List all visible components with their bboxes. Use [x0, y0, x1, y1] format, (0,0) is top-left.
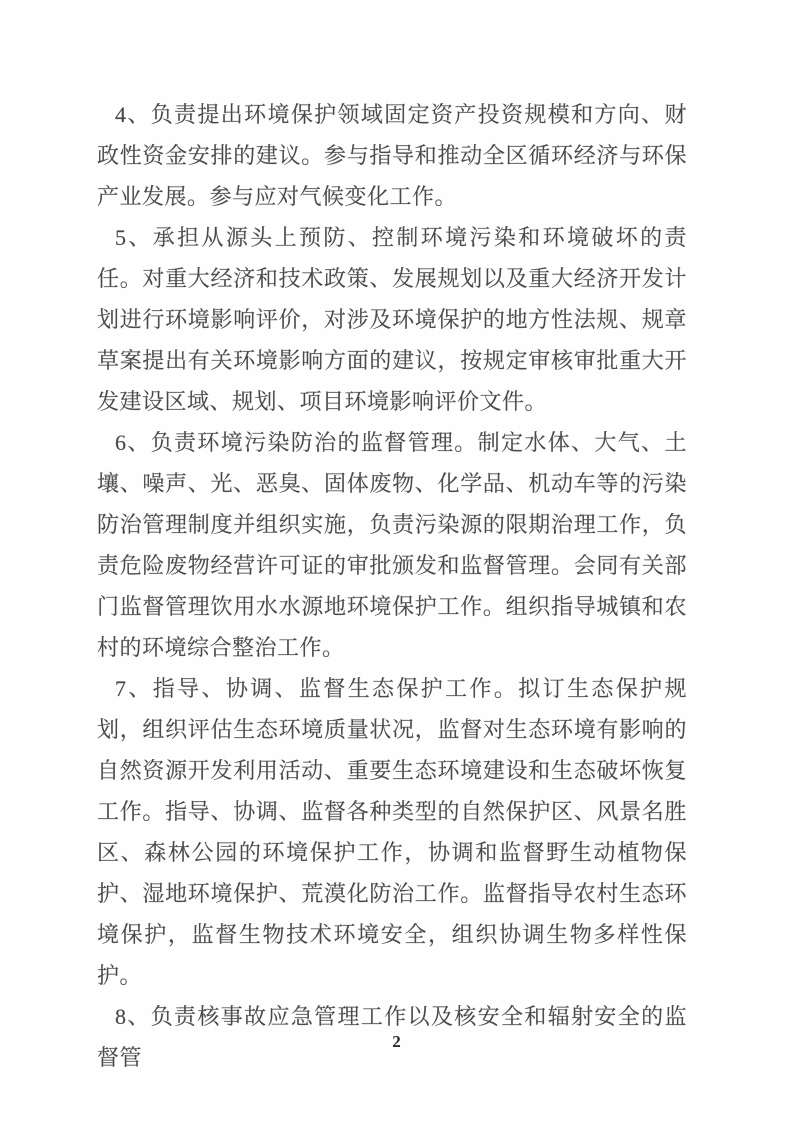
paragraph-duty-6: 6、负责环境污染防治的监督管理。制定水体、大气、土壤、噪声、光、恶臭、固体废物、化学品、机动车等的污染防治管理制度并组织实施，负责污染源的限期治理工作，负责危险废物经营许可证的审批颁发和监督管理。会同有关部门监督管理饮用水水源地环境保护工作。组织指导城镇和农村的环境综合整治工作。 [97, 430, 687, 660]
page-number: 2 [392, 1032, 401, 1051]
document-body [97, 94, 687, 1078]
paragraph-duty-7: 7、指导、协调、监督生态保护工作。拟订生态保护规划，组织评估生态环境质量状况，监督对生态环境有影响的自然资源开发利用活动、重要生态环境建设和生态破坏恢复工作。指导、协调、监督各种类型的自然保护区、风景名胜区、森林公园的环境保护工作，协调和监督野生动植物保护、湿地环境保护、荒漠化防治工作。监督指导农村生态环境保护，监督生物技术环境安全，组织协调生物多样性保护。 [97, 676, 687, 988]
paragraph-duty-4: 4、负责提出环境保护领域固定资产投资规模和方向、财政性资金安排的建议。参与指导和推动全区循环经济与环保产业发展。参与应对气候变化工作。 [97, 102, 687, 209]
paragraph-duty-5: 5、承担从源头上预防、控制环境污染和环境破坏的责任。对重大经济和技术政策、发展规划以及重大经济开发计划进行环境影响评价，对涉及环境保护的地方性法规、规章草案提出有关环境影响方面的建议，按规定审核审批重大开发建设区域、规划、项目环境影响评价文件。 [97, 225, 687, 414]
paragraph-duty-8-truncated: 8、负责核事故应急管理工作以及核安全和辐射安全的监督管 [97, 1004, 687, 1070]
page-footer [0, 1032, 793, 1052]
